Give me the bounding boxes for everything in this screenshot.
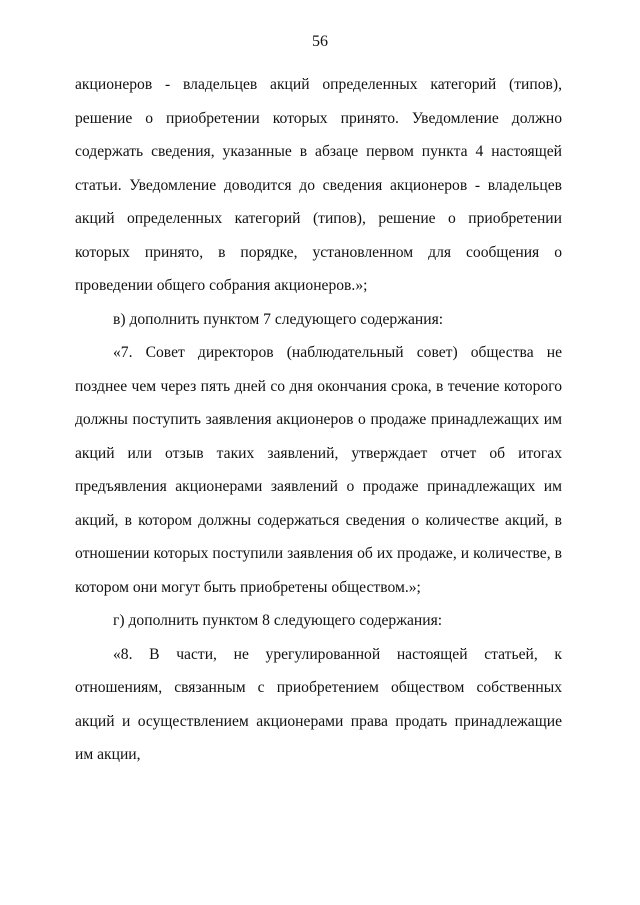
paragraph-point-8: «8. В части, не урегулированной настоящей статьей, к отношениям, связанным с приобретением обществом собственных акций и осуществлением акционерами права продать принадлежащие им акции, [75, 645, 562, 763]
paragraph-item-v: в) дополнить пунктом 7 следующего содержания: [113, 310, 444, 328]
paragraph-item-g: г) дополнить пунктом 8 следующего содержания: [113, 612, 443, 629]
document-body [75, 68, 562, 772]
paragraph-point-7: «7. Совет директоров (наблюдательный совет) общества не позднее чем через пять дней со дня окончания срока, в течение которого должны поступить заявления акционеров о продаже принадлежащих им акций или отзыв таких заявлений, утверждает отчет об итогах предъявления акционерами заявлений о продаже принадлежащих им акций, в котором должны содержаться сведения о количестве акций, в отношении которых поступили заявления об их продаже, и количестве, в котором они могут быть приобретены обществом.»; [75, 344, 562, 596]
paragraph-continuation: акционеров - владельцев акций определенных категорий (типов), решение о приобретении которых принято. Уведомление должно содержать сведения, указанные в абзаце первом пункта 4 настоящей статьи. Уведомление доводится до сведения акционеров - владельцев акций определенных категорий (типов), решение о приобретении которых принято, в порядке, установленном для сообщения о проведении общего собрания акционеров.»; [75, 76, 562, 294]
page-number: 56 [312, 33, 328, 50]
